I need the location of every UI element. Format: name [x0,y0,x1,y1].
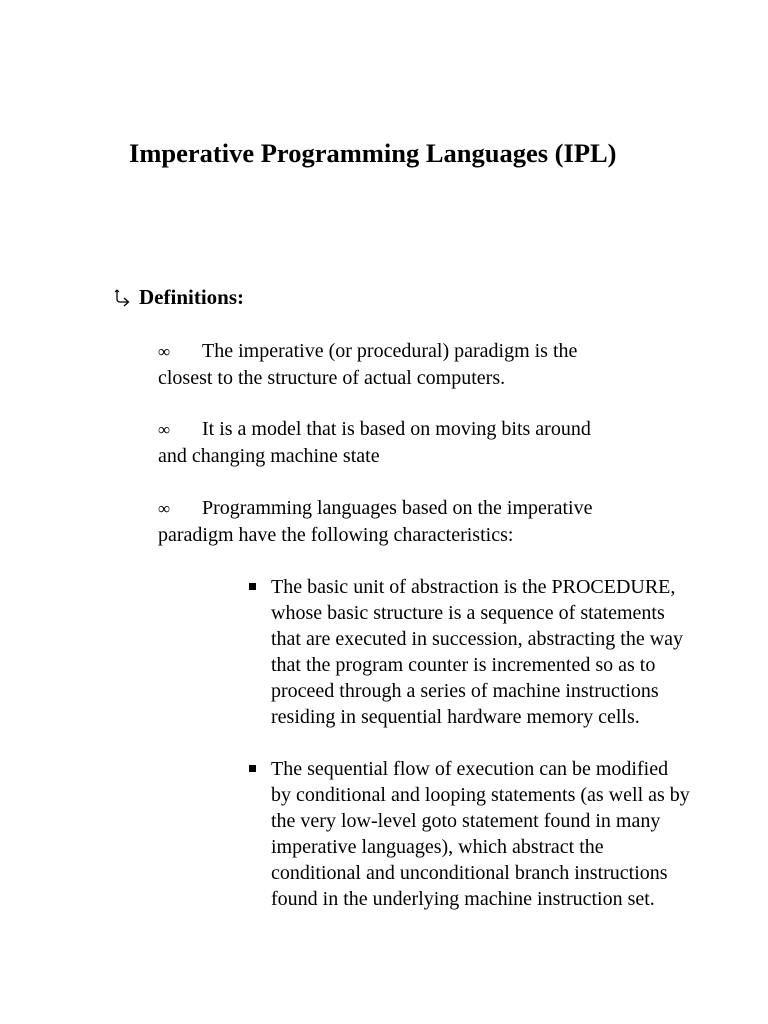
list-item-text: the very low-level goto statement found in many [271,810,661,832]
bullet-list [249,756,749,912]
list-item [249,574,749,730]
page-title: Imperative Programming Languages (IPL) [129,138,617,168]
definition-item [158,495,718,548]
definition-text: It is a model that is based on moving bits around [202,418,591,440]
list-item-text: whose basic structure is a sequence of statements [271,602,665,624]
definition-item [158,338,718,391]
bullet-list [249,574,749,730]
square-bullet-icon [249,765,256,772]
list-item-text: The sequential flow of execution can be modified [271,758,669,780]
list-item-text: conditional and unconditional branch instructions [271,862,668,884]
curved-arrow-icon [113,287,133,307]
section-heading [113,283,244,311]
list-item-text: residing in sequential hardware memory cells. [271,706,640,728]
definition-text: closest to the structure of actual computers. [158,367,506,389]
definition-text: paradigm have the following characteristics: [158,524,514,546]
infinity-icon: ∞ [158,499,171,518]
square-bullet-icon [249,583,256,590]
list-item-text: by conditional and looping statements (as well as by [271,784,690,806]
list-item-text: imperative languages), which abstract the [271,836,604,858]
definition-text: and changing machine state [158,445,380,467]
list-item-text: found in the underlying machine instruction set. [271,888,655,910]
list-item-text: proceed through a series of machine instructions [271,680,659,702]
section-heading-label: Definitions: [139,285,244,309]
definition-item [158,416,718,469]
list-item-text: that the program counter is incremented so as to [271,654,656,676]
infinity-icon: ∞ [158,342,171,361]
infinity-icon: ∞ [158,420,171,439]
list-item-text: The basic unit of abstraction is the PROCEDURE, [271,576,676,598]
definition-text: The imperative (or procedural) paradigm is the [202,340,578,362]
list-item [249,756,749,912]
definition-text: Programming languages based on the imperative [202,497,593,519]
list-item-text: that are executed in succession, abstracting the way [271,628,684,650]
